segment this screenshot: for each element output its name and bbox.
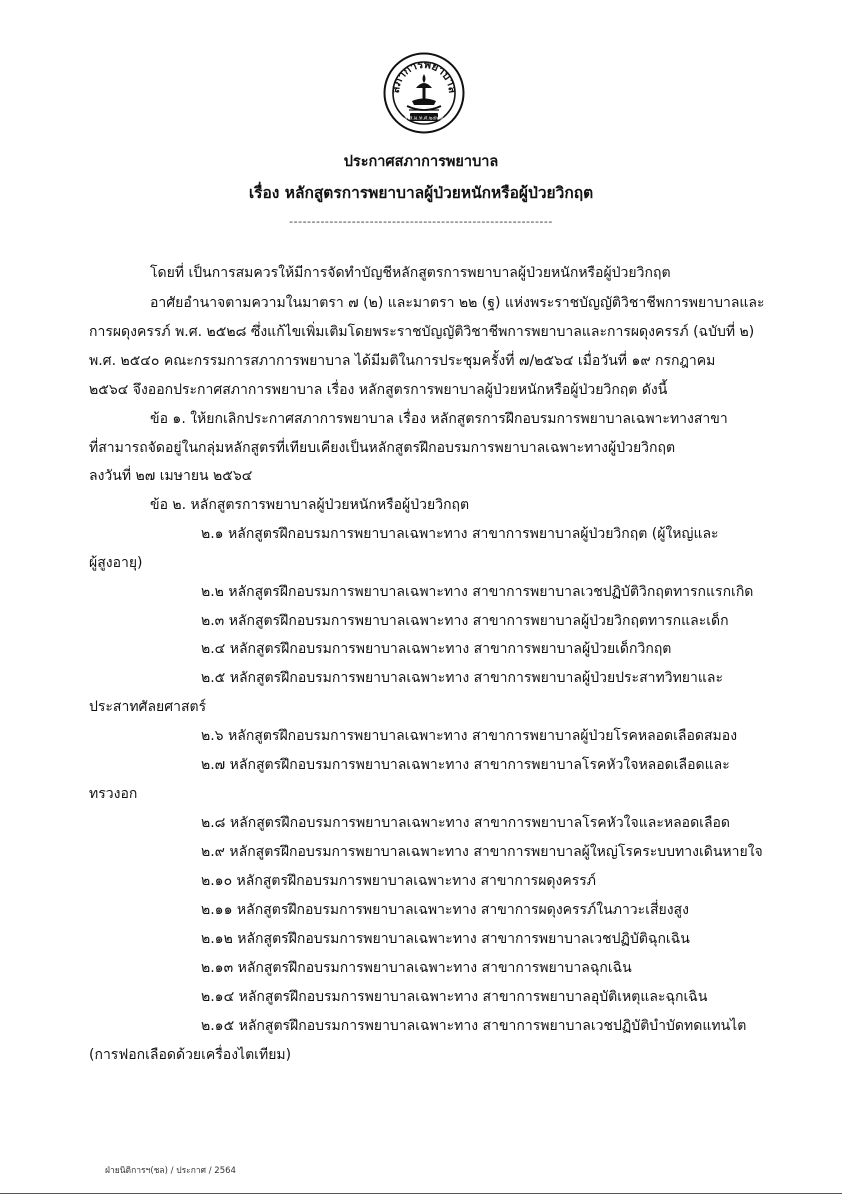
clause-1-line-3: ลงวันที่ ๒๗ เมษายน ๒๕๖๔ [89, 468, 253, 484]
svg-text:ส.ส.ม.ท.ศ.๒๕๒๘: ส.ส.ม.ท.ศ.๒๕๒๘ [404, 115, 444, 122]
paragraph-2-line-1: อาศัยอำนาจตามความในมาตรา ๗ (๒) และมาตรา ๒๒ (ฐ) แห่งพระราชบัญญัติวิชาชีพการพยาบาลและ [150, 295, 765, 311]
announcement-subject: เรื่อง หลักสูตรการพยาบาลผู้ป่วยหนักหรือผู้ป่วยวิกฤต [248, 184, 594, 202]
clause-1-line-1: ข้อ ๑. ให้ยกเลิกประกาศสภาการพยาบาล เรื่อง หลักสูตรการฝึกอบรมการพยาบาลเฉพาะทางสาขา [150, 411, 728, 427]
list-item: ๒.๑๓ หลักสูตรฝึกอบรมการพยาบาลเฉพาะทาง สาขาการพยาบาลฉุกเฉิน [201, 960, 632, 976]
paragraph-2-line-2: การผดุงครรภ์ พ.ศ. ๒๕๒๘ ซึ่งแก้ไขเพิ่มเติมโดยพระราชบัญญัติวิชาชีพการพยาบาลและการผดุงครรภ์ (ฉบับที่ ๒) [89, 324, 755, 340]
list-item-continuation: (การฟอกเลือดด้วยเครื่องไตเทียม) [89, 1047, 292, 1063]
paragraph-2-line-4: ๒๕๖๔ จึงออกประกาศสภาการพยาบาล เรื่อง หลักสูตรการพยาบาลผู้ป่วยหนักหรือผู้ป่วยวิกฤต ดังนี้ [89, 382, 668, 398]
list-item-continuation: ผู้สูงอายุ) [89, 555, 143, 571]
header-divider: ----------------------------------------------------------- [289, 215, 553, 228]
paragraph-2-line-3: พ.ศ. ๒๕๔๐ คณะกรรมการสภาการพยาบาล ได้มีมติในการประชุมครั้งที่ ๗/๒๕๖๔ เมื่อวันที่ ๑๙ กรกฎาคม [89, 353, 716, 369]
list-item: ๒.๔ หลักสูตรฝึกอบรมการพยาบาลเฉพาะทาง สาขาการพยาบาลผู้ป่วยเด็กวิกฤต [201, 641, 672, 657]
list-item: ๒.๑๑ หลักสูตรฝึกอบรมการพยาบาลเฉพาะทาง สาขาการผดุงครรภ์ในภาวะเสี่ยงสูง [201, 902, 689, 918]
list-item: ๒.๑๔ หลักสูตรฝึกอบรมการพยาบาลเฉพาะทาง สาขาการพยาบาลอุบัติเหตุและฉุกเฉิน [201, 989, 708, 1005]
list-item-continuation: ทรวงอก [89, 786, 138, 802]
paragraph-1: โดยที่ เป็นการสมควรให้มีการจัดทำบัญชีหลักสูตรการพยาบาลผู้ป่วยหนักหรือผู้ป่วยวิกฤต [150, 265, 671, 281]
footer-reference: ฝ่ายนิติการฯ(ชล) / ประกาศ / 2564 [105, 1166, 236, 1176]
nursing-council-seal [383, 52, 465, 134]
clause-2-heading: ข้อ ๒. หลักสูตรการพยาบาลผู้ป่วยหนักหรือผู้ป่วยวิกฤต [150, 497, 470, 513]
list-item: ๒.๕ หลักสูตรฝึกอบรมการพยาบาลเฉพาะทาง สาขาการพยาบาลผู้ป่วยประสาทวิทยาและ [201, 670, 723, 686]
list-item: ๒.๗ หลักสูตรฝึกอบรมการพยาบาลเฉพาะทาง สาขาการพยาบาลโรคหัวใจหลอดเลือดและ [201, 757, 730, 773]
list-item: ๒.๖ หลักสูตรฝึกอบรมการพยาบาลเฉพาะทาง สาขาการพยาบาลผู้ป่วยโรคหลอดเลือดสมอง [201, 728, 738, 744]
list-item: ๒.๓ หลักสูตรฝึกอบรมการพยาบาลเฉพาะทาง สาขาการพยาบาลผู้ป่วยวิกฤตทารกและเด็ก [201, 613, 729, 629]
svg-text:สภาการพยาบาล: สภาการพยาบาล [388, 57, 460, 94]
list-item-continuation: ประสาทศัลยศาสตร์ [89, 699, 207, 715]
list-item: ๒.๒ หลักสูตรฝึกอบรมการพยาบาลเฉพาะทาง สาขาการพยาบาลเวชปฏิบัติวิกฤตทารกแรกเกิด [201, 584, 754, 600]
announcement-title: ประกาศสภาการพยาบาล [343, 154, 499, 170]
list-item: ๒.๙ หลักสูตรฝึกอบรมการพยาบาลเฉพาะทาง สาขาการพยาบาลผู้ใหญ่โรคระบบทางเดินหายใจ [201, 844, 763, 860]
list-item: ๒.๑๒ หลักสูตรฝึกอบรมการพยาบาลเฉพาะทาง สาขาการพยาบาลเวชปฏิบัติฉุกเฉิน [201, 931, 690, 947]
clause-1-line-2: ที่สามารถจัดอยู่ในกลุ่มหลักสูตรที่เทียบเคียงเป็นหลักสูตรฝึกอบรมการพยาบาลเฉพาะทางผู้ป่วยวิกฤต [89, 440, 676, 456]
list-item: ๒.๑๐ หลักสูตรฝึกอบรมการพยาบาลเฉพาะทาง สาขาการผดุงครรภ์ [201, 873, 596, 889]
page-bottom-rule [0, 1193, 842, 1194]
list-item: ๒.๑๕ หลักสูตรฝึกอบรมการพยาบาลเฉพาะทาง สาขาการพยาบาลเวชปฏิบัติบำบัดทดแทนไต [201, 1018, 747, 1034]
list-item: ๒.๘ หลักสูตรฝึกอบรมการพยาบาลเฉพาะทาง สาขาการพยาบาลโรคหัวใจและหลอดเลือด [201, 815, 731, 831]
list-item: ๒.๑ หลักสูตรฝึกอบรมการพยาบาลเฉพาะทาง สาขาการพยาบาลผู้ป่วยวิกฤต (ผู้ใหญ่และ [201, 526, 719, 542]
